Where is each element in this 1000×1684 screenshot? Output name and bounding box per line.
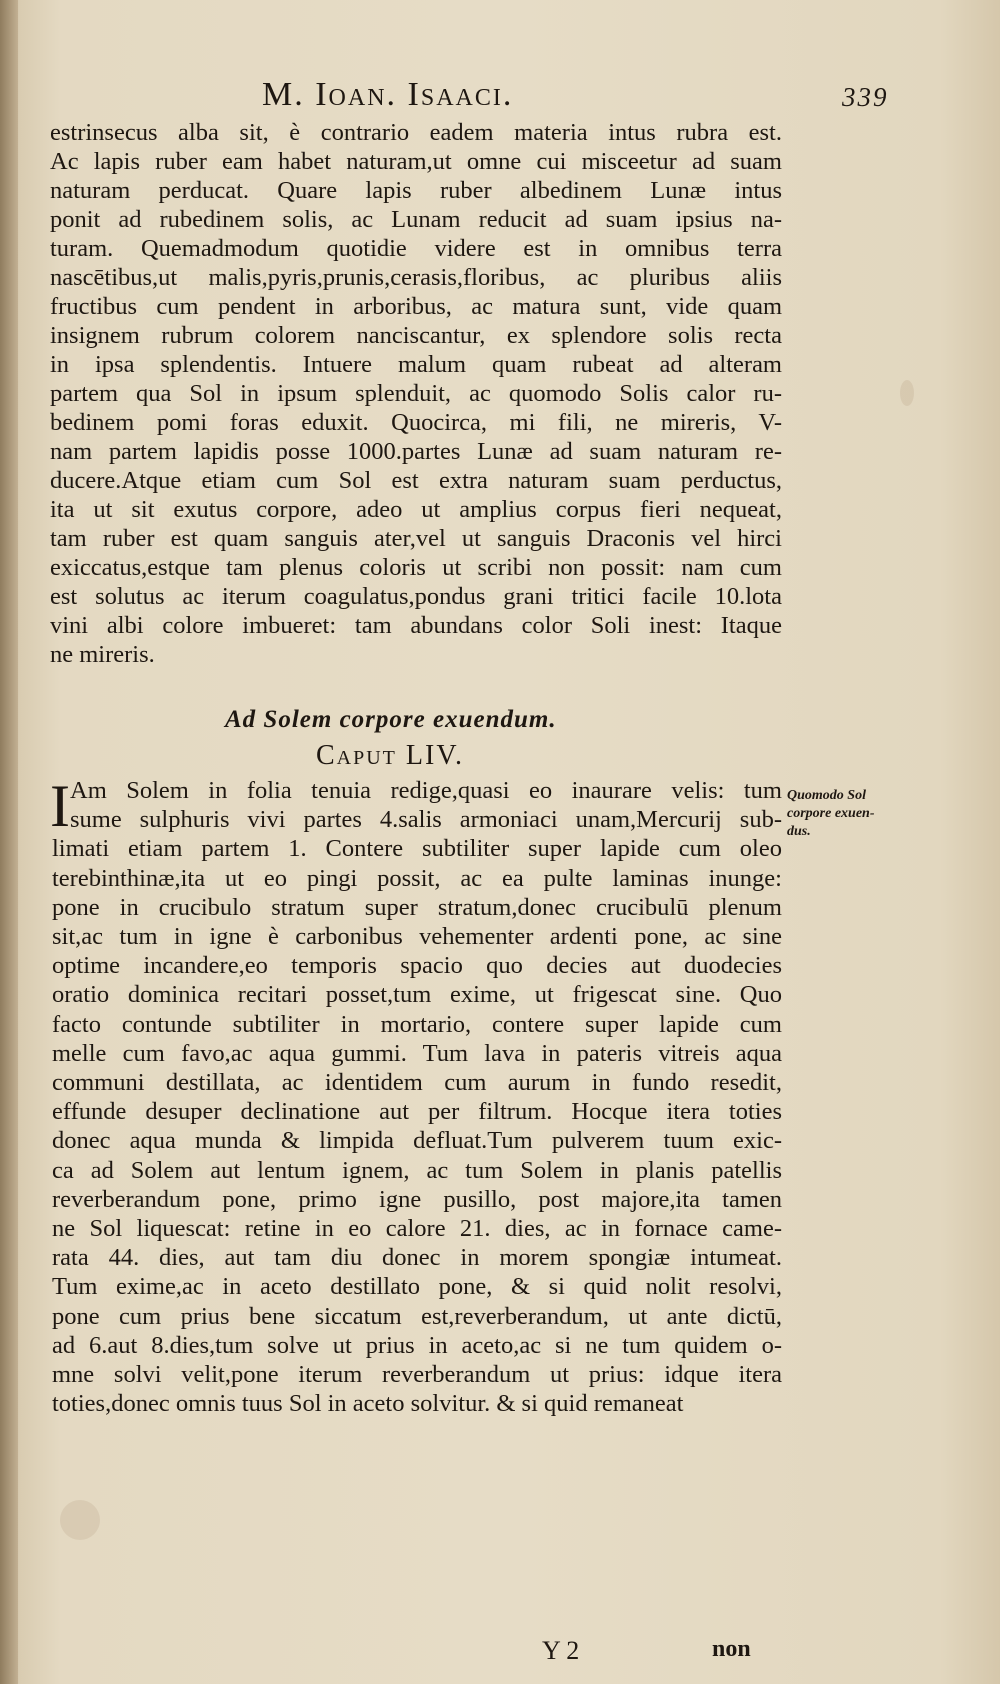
text-line: ducere.Atque etiam cum Sol est extra naturam suam perductus, — [50, 467, 782, 494]
paper-stain — [60, 1500, 100, 1540]
text-line: ad 6.aut 8.dies,tum solve ut prius in aceto,ac si ne tum quidem o- — [52, 1331, 782, 1359]
marginal-note-line: dus. — [787, 824, 811, 839]
text-line: Ac lapis ruber eam habet naturam,ut omne cui misceetur ad suam — [50, 148, 782, 175]
text-line: optime incandere,eo temporis spacio quo decies aut duodecies — [52, 952, 782, 980]
text-line: ponit ad rubedinem solis, ac Lunam reducit ad suam ipsius na- — [50, 206, 782, 233]
text-line: nam partem lapidis posse 1000.partes Lunæ ad suam naturam re- — [50, 438, 782, 465]
signature-mark: Y 2 — [542, 1636, 580, 1665]
paragraph-2 — [50, 773, 782, 1418]
text-line: sit,ac tum in igne è carbonibus vehementer ardenti pone, ac sine — [52, 923, 782, 951]
text-line: limati etiam partem 1. Contere subtiliter super lapide cum oleo — [52, 835, 782, 863]
page-number: 339 — [842, 82, 889, 112]
catchword: non — [712, 1636, 751, 1662]
text-line: ne Sol liquescat: retine in eo calore 21. dies, ac in fornace came- — [52, 1215, 782, 1243]
text-line: est solutus ac iterum coagulatus,pondus grani tritici facile 10.lota — [50, 583, 782, 610]
page-footer — [542, 1636, 842, 1666]
section-heading: Ad Solem corpore exuendum. — [225, 706, 557, 733]
chapter-number: LIV. — [405, 740, 464, 771]
marginal-note-line: Quomodo Sol — [787, 788, 866, 803]
text-line: nascētibus,ut malis,pyris,prunis,cerasis,floribus, ac pluribus aliis — [50, 264, 782, 291]
text-line: bedinem pomi foras eduxit. Quocirca, mi fili, ne mireris, V- — [50, 409, 782, 436]
text-line: ne mireris. — [50, 641, 155, 668]
text-line: pone cum prius bene siccatum est,reverberandum, ut ante dictū, — [52, 1302, 782, 1330]
text-line: insignem rubrum colorem nanciscantur, ex splendore solis recta — [50, 322, 782, 349]
text-line: pone in crucibulo stratum super stratum,donec crucibulū plenum — [52, 893, 782, 921]
marginal-note — [787, 787, 907, 841]
text-line: facto contunde subtiliter in mortario, contere super lapide cum — [52, 1010, 782, 1038]
text-line: ita ut sit exutus corpore, adeo ut amplius corpus fieri nequeat, — [50, 496, 782, 523]
text-line: oratio dominica recitari posset,tum exime, ut frigescat sine. Quo — [52, 981, 782, 1009]
text-line: terebinthinæ,ita ut eo pingi possit, ac ea pulte laminas inunge: — [52, 864, 782, 892]
text-line: donec aqua munda & limpida defluat.Tum pulverem tuum exic- — [52, 1127, 782, 1155]
running-head-title: M. Ioan. Isaaci. — [262, 76, 514, 113]
text-line: melle cum favo,ac aqua gummi. Tum lava in pateris vitreis aqua — [52, 1039, 782, 1067]
text-line: partem qua Sol in ipsum splenduit, ac quomodo Solis calor ru- — [50, 380, 782, 407]
text-line: effunde desuper declinatione aut per filtrum. Hocque itera toties — [52, 1098, 782, 1126]
text-line: estrinsecus alba sit, è contrario eadem materia intus rubra est. — [50, 119, 782, 146]
text-line: vini albi colore imbueret: tam abundans color Soli inest: Itaque — [50, 612, 782, 639]
text-line: rata 44. dies, aut tam diu donec in morem spongiæ intumeat. — [52, 1244, 782, 1272]
text-line: naturam perducat. Quare lapis ruber albedinem Lunæ intus — [50, 177, 782, 204]
text-line: tam ruber est quam sanguis ater,vel ut sanguis Draconis vel hirci — [50, 525, 782, 552]
text-line: in ipsa splendentis. Intuere malum quam rubeat ad alteram — [50, 351, 782, 378]
text-line: mne solvi velit,pone iterum reverberandum ut prius: idque itera — [52, 1361, 782, 1389]
text-line: ca ad Solem aut lentum ignem, ac tum Solem in planis patellis — [52, 1156, 782, 1184]
text-line: fructibus cum pendent in arboribus, ac matura sunt, vide quam — [50, 293, 782, 320]
paper-stain — [900, 380, 914, 406]
chapter-heading — [316, 740, 616, 772]
running-head — [262, 76, 962, 116]
text-line: reverberandum pone, primo igne pusillo, post majore,ita tamen — [52, 1185, 782, 1213]
text-line: communi destillata, ac identidem cum aurum in fundo resedit, — [52, 1069, 782, 1097]
text-line: toties,donec omnis tuus Sol in aceto solvitur. & si quid remaneat — [52, 1390, 684, 1418]
chapter-label: Caput — [316, 740, 397, 771]
marginal-note-line: corpore exuen- — [787, 806, 875, 821]
text-line: exiccatus,estque tam plenus coloris ut scribi non possit: nam cum — [50, 554, 782, 581]
text-line: sume sulphuris vivi partes 4.salis armoniaci unam,Mercurij sub- — [70, 806, 782, 834]
text-line: Tum exime,ac in aceto destillato pone, & si quid nolit resolvi, — [52, 1273, 782, 1301]
page-gutter-shadow — [0, 0, 18, 1684]
drop-cap: I — [50, 773, 70, 839]
paragraph-1 — [50, 118, 782, 669]
text-line: turam. Quemadmodum quotidie videre est in omnibus terra — [50, 235, 782, 262]
text-line: Am Solem in folia tenuia redige,quasi eo inaurare velis: tum — [70, 777, 782, 804]
